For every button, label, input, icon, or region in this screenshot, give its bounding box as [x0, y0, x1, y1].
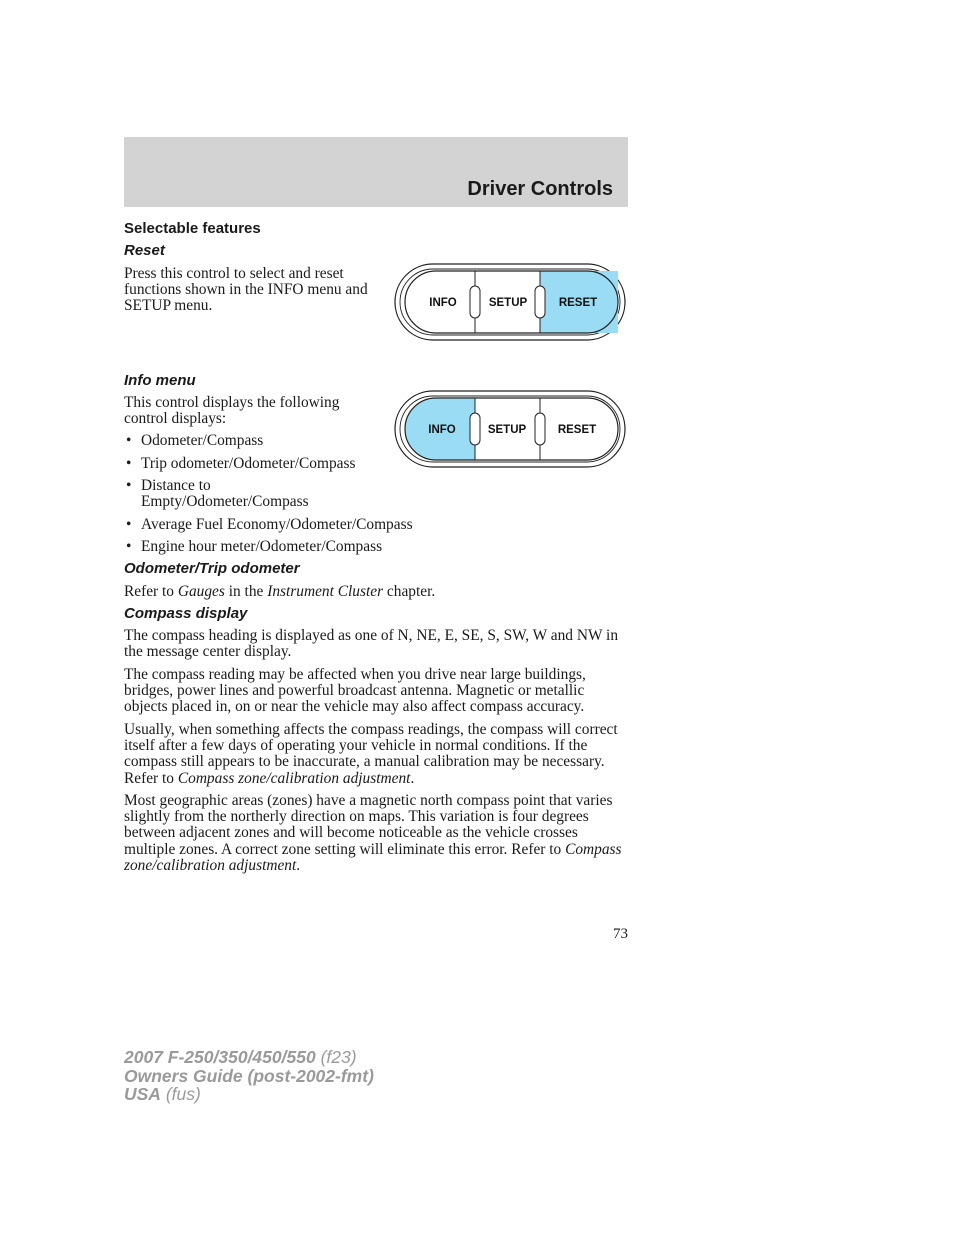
info-button-label: INFO [429, 296, 457, 309]
instrument-cluster-reference: Instrument Cluster [267, 582, 384, 600]
info-menu-block [124, 395, 630, 555]
divider-knob-left [470, 413, 480, 445]
footer-guide-line: Owners Guide (post-2002-fmt) [124, 1065, 374, 1086]
header-band [124, 137, 628, 207]
reset-block [124, 266, 630, 358]
divider-knob-right [535, 413, 545, 445]
bullet-glyph: • [126, 477, 132, 495]
reset-button-label: RESET [558, 296, 598, 309]
footer-model-line: 2007 F-250/350/450/550 (f23) [124, 1047, 357, 1067]
setup-button-label: SETUP [487, 423, 527, 436]
list-item: • Odometer/Compass [126, 432, 264, 450]
info-button-figure [394, 390, 626, 468]
compass-paragraph-3: Usually, when something affects the compass readings, the compass will correct itself after a few days of operating your vehicle in normal conditions. If the compass still appears to be inaccurate, a manual calibration may be necessary. Refer to Compass zone/calibration adjustment. [124, 720, 618, 787]
info-menu-description: This control displays the following control displays: [124, 393, 340, 428]
odometer-description: Refer to Gauges in the Instrument Cluster chapter. [124, 582, 436, 600]
list-item: • Distance to Empty/Odometer/Compass [126, 477, 309, 511]
footer-market-line: USA (fus) [124, 1084, 201, 1104]
divider-knob-left [470, 286, 480, 318]
list-item: • Engine hour meter/Odometer/Compass [126, 537, 383, 555]
subsection-heading-odometer: Odometer/Trip odometer [124, 560, 300, 578]
calibration-reference: Compass zone/calibration adjustment [177, 769, 411, 787]
bullet-glyph: • [126, 515, 132, 533]
compass-paragraph-1: The compass heading is displayed as one of N, NE, E, SE, S, SW, W and NW in the message center display. [124, 627, 619, 661]
section-heading-selectable-features: Selectable features [124, 220, 261, 237]
footer [124, 1048, 374, 1104]
gauges-reference: Gauges [177, 582, 225, 600]
subsection-heading-reset: Reset [124, 242, 165, 260]
compass-paragraph-2: The compass reading may be affected when you drive near large buildings, bridges, power lines and powerful broadcast antenna. Magnetic or metallic objects placed in, on or near the vehicle may also affect compass accuracy. [124, 665, 586, 716]
divider-knob-right [535, 286, 545, 318]
page-content [124, 218, 630, 880]
reset-description: Press this control to select and reset functions shown in the INFO menu and SETUP menu. [124, 264, 368, 315]
list-item: • Trip odometer/Odometer/Compass [126, 454, 356, 472]
compass-paragraph-4: Most geographic areas (zones) have a magnetic north compass point that varies slightly from the northerly direction on maps. This variation is four degrees between adjacent zones and will become noticeable as the vehicle crosses multiple zones. A correct zone setting will eliminate this error. Refer to Compass zone/calibration adjustment. [124, 791, 622, 875]
list-item: • Average Fuel Economy/Odometer/Compass [126, 515, 413, 533]
page-number: 73 [613, 926, 628, 942]
setup-button-label: SETUP [488, 296, 528, 309]
chapter-title: Driver Controls [467, 178, 613, 200]
reset-button-figure [394, 263, 626, 341]
subsection-heading-info-menu: Info menu [124, 371, 196, 389]
bullet-glyph: • [126, 432, 132, 450]
reset-button-label: RESET [557, 423, 597, 436]
bullet-glyph: • [126, 454, 132, 472]
calibration-reference: Compass zone/calibration adjustment [124, 840, 622, 875]
bullet-glyph: • [126, 537, 132, 555]
info-button-label: INFO [428, 423, 456, 436]
subsection-heading-compass: Compass display [124, 604, 248, 622]
